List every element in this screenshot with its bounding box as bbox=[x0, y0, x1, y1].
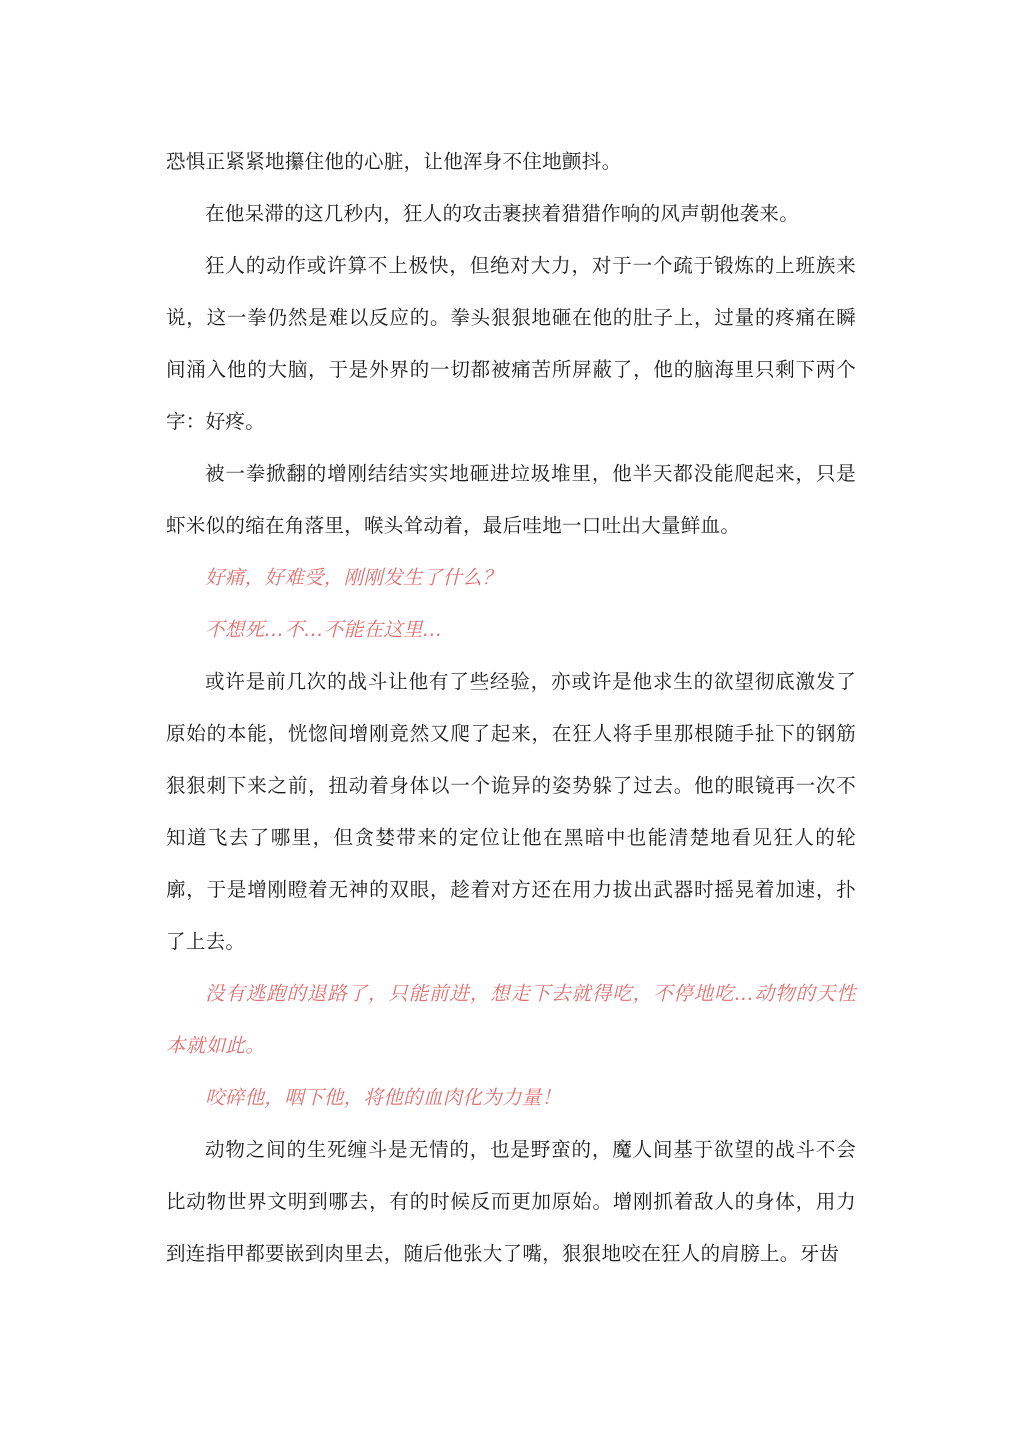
paragraph: 狂人的动作或许算不上极快，但绝对大力，对于一个疏于锻炼的上班族来说，这一拳仍然是难以反应的。拳头狠狠地砸在他的肚子上，过量的疼痛在瞬间涌入他的大脑，于是外界的一切都被痛苦所屏蔽了，他的脑海里只剩下两个字：好疼。 bbox=[166, 254, 856, 433]
paragraph: 恐惧正紧紧地攥住他的心脏，让他浑身不住地颤抖。 bbox=[166, 150, 622, 173]
paragraph: 被一拳掀翻的增刚结结实实地砸进垃圾堆里，他半天都没能爬起来，只是虾米似的缩在角落里，喉头耸动着，最后哇地一口吐出大量鲜血。 bbox=[166, 462, 856, 537]
paragraph: 或许是前几次的战斗让他有了些经验，亦或许是他求生的欲望彻底激发了原始的本能，恍惚间增刚竟然又爬了起来，在狂人将手里那根随手扯下的钢筋狠狠刺下来之前，扭动着身体以一个诡异的姿势躲了过去。他的眼镜再一次不知道飞去了哪里，但贪婪带来的定位让他在黑暗中也能清楚地看见狂人的轮廓，于是增刚瞪着无神的双眼，趁着对方还在用力拔出武器时摇晃着加速，扑了上去。 bbox=[166, 670, 856, 953]
inner-thought: 咬碎他，咽下他，将他的血肉化为力量！ bbox=[205, 1086, 562, 1109]
paragraph: 在他呆滞的这几秒内，狂人的攻击裹挟着猎猎作响的风声朝他袭来。 bbox=[205, 202, 800, 225]
body-text bbox=[166, 136, 856, 1280]
inner-thought: 没有逃跑的退路了，只能前进，想走下去就得吃，不停地吃…动物的天性本就如此。 bbox=[166, 982, 856, 1057]
paragraph: 动物之间的生死缠斗是无情的，也是野蛮的，魔人间基于欲望的战斗不会比动物世界文明到哪去，有的时候反而更加原始。增刚抓着敌人的身体，用力到连指甲都要嵌到肉里去，随后他张大了嘴，狠狠地咬在狂人的肩膀上。牙齿 bbox=[166, 1138, 856, 1265]
inner-thought: 不想死…不…不能在这里… bbox=[205, 618, 443, 641]
inner-thought: 好痛，好难受，刚刚发生了什么？ bbox=[205, 566, 503, 589]
